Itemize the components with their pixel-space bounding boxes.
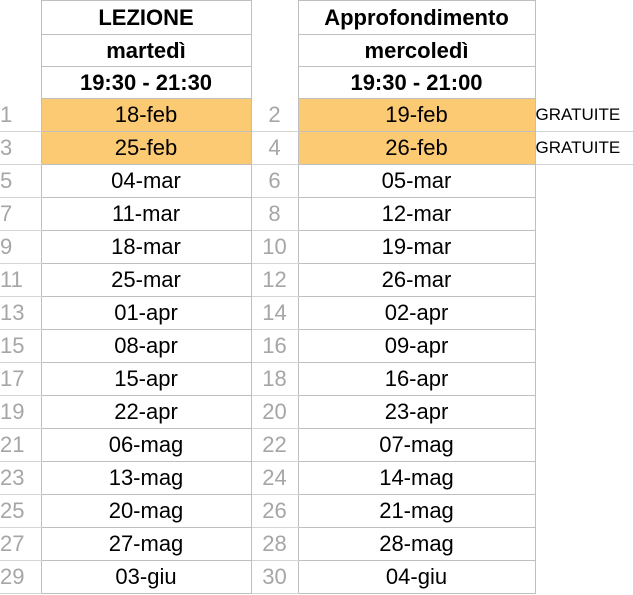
row-number-tuesday[interactable]: 21 [0,429,41,462]
wednesday-date-cell[interactable]: 21-mag [298,495,535,528]
row-number-wednesday[interactable]: 16 [251,330,298,363]
note-cell[interactable] [535,264,633,297]
note-cell[interactable] [535,528,633,561]
table-row [0,396,633,429]
table-row [0,330,633,363]
tuesday-date-cell[interactable]: 25-feb [41,132,251,165]
header-row-day [0,35,633,67]
note-cell[interactable] [535,297,633,330]
table-row [0,363,633,396]
table-row [0,231,633,264]
tuesday-day[interactable]: martedì [41,35,251,67]
tuesday-date-cell[interactable]: 15-apr [41,363,251,396]
tuesday-date-cell[interactable]: 18-mar [41,231,251,264]
row-number-tuesday[interactable]: 29 [0,561,41,594]
row-number-tuesday[interactable]: 11 [0,264,41,297]
row-number-tuesday[interactable]: 1 [0,99,41,132]
blank-cell[interactable] [535,1,633,35]
wednesday-time[interactable]: 19:30 - 21:00 [298,67,535,99]
note-cell[interactable]: GRATUITE [535,132,633,165]
tuesday-date-cell[interactable]: 27-mag [41,528,251,561]
tuesday-date-cell[interactable]: 22-apr [41,396,251,429]
tuesday-date-cell[interactable]: 11-mar [41,198,251,231]
tuesday-date-cell[interactable]: 13-mag [41,462,251,495]
tuesday-date-cell[interactable]: 04-mar [41,165,251,198]
row-number-wednesday[interactable]: 24 [251,462,298,495]
note-cell[interactable]: GRATUITE [535,99,633,132]
row-number-wednesday[interactable]: 12 [251,264,298,297]
note-cell[interactable] [535,198,633,231]
wednesday-date-cell[interactable]: 16-apr [298,363,535,396]
row-number-tuesday[interactable]: 5 [0,165,41,198]
note-cell[interactable] [535,363,633,396]
table-row [0,495,633,528]
blank-cell[interactable] [251,1,298,35]
tuesday-date-cell[interactable]: 20-mag [41,495,251,528]
wednesday-date-cell[interactable]: 23-apr [298,396,535,429]
note-cell[interactable] [535,561,633,594]
tuesday-time[interactable]: 19:30 - 21:30 [41,67,251,99]
row-number-wednesday[interactable]: 14 [251,297,298,330]
wednesday-date-cell[interactable]: 26-mar [298,264,535,297]
note-cell[interactable] [535,231,633,264]
row-number-tuesday[interactable]: 23 [0,462,41,495]
blank-cell[interactable] [251,35,298,67]
blank-cell[interactable] [0,67,41,99]
tuesday-date-cell[interactable]: 08-apr [41,330,251,363]
note-cell[interactable] [535,396,633,429]
row-number-tuesday[interactable]: 3 [0,132,41,165]
wednesday-date-cell[interactable]: 07-mag [298,429,535,462]
wednesday-date-cell[interactable]: 12-mar [298,198,535,231]
note-cell[interactable] [535,429,633,462]
note-cell[interactable] [535,165,633,198]
tuesday-date-cell[interactable]: 03-giu [41,561,251,594]
table-row [0,198,633,231]
tuesday-date-cell[interactable]: 06-mag [41,429,251,462]
blank-cell[interactable] [0,1,41,35]
note-cell[interactable] [535,462,633,495]
table-row [0,297,633,330]
table-row [0,561,633,594]
wednesday-date-cell[interactable]: 09-apr [298,330,535,363]
table-row [0,429,633,462]
tuesday-date-cell[interactable]: 25-mar [41,264,251,297]
schedule-body [0,1,633,594]
row-number-wednesday[interactable]: 6 [251,165,298,198]
row-number-wednesday[interactable]: 30 [251,561,298,594]
row-number-wednesday[interactable]: 28 [251,528,298,561]
wednesday-title[interactable]: Approfondimento [298,1,535,35]
note-cell[interactable] [535,330,633,363]
row-number-wednesday[interactable]: 4 [251,132,298,165]
row-number-wednesday[interactable]: 10 [251,231,298,264]
row-number-tuesday[interactable]: 13 [0,297,41,330]
table-row [0,132,633,165]
wednesday-date-cell[interactable]: 05-mar [298,165,535,198]
table-row [0,99,633,132]
row-number-wednesday[interactable]: 2 [251,99,298,132]
wednesday-date-cell[interactable]: 28-mag [298,528,535,561]
table-row [0,165,633,198]
wednesday-date-cell[interactable]: 26-feb [298,132,535,165]
row-number-wednesday[interactable]: 22 [251,429,298,462]
row-number-wednesday[interactable]: 26 [251,495,298,528]
row-number-tuesday[interactable]: 25 [0,495,41,528]
tuesday-date-cell[interactable]: 18-feb [41,99,251,132]
note-cell[interactable] [535,495,633,528]
row-number-wednesday[interactable]: 20 [251,396,298,429]
row-number-tuesday[interactable]: 15 [0,330,41,363]
row-number-wednesday[interactable]: 18 [251,363,298,396]
blank-cell[interactable] [251,67,298,99]
table-row [0,528,633,561]
header-row-time [0,67,633,99]
table-row [0,462,633,495]
row-number-tuesday[interactable]: 19 [0,396,41,429]
row-number-tuesday[interactable]: 7 [0,198,41,231]
wednesday-date-cell[interactable]: 19-mar [298,231,535,264]
row-number-wednesday[interactable]: 8 [251,198,298,231]
table-row [0,264,633,297]
tuesday-title[interactable]: LEZIONE [41,1,251,35]
wednesday-day[interactable]: mercoledì [298,35,535,67]
wednesday-date-cell[interactable]: 19-feb [298,99,535,132]
tuesday-date-cell[interactable]: 01-apr [41,297,251,330]
row-number-tuesday[interactable]: 27 [0,528,41,561]
wednesday-date-cell[interactable]: 02-apr [298,297,535,330]
header-row-title [0,1,633,35]
wednesday-date-cell[interactable]: 04-giu [298,561,535,594]
blank-cell[interactable] [535,35,633,67]
row-number-tuesday[interactable]: 17 [0,363,41,396]
blank-cell[interactable] [535,67,633,99]
wednesday-date-cell[interactable]: 14-mag [298,462,535,495]
row-number-tuesday[interactable]: 9 [0,231,41,264]
blank-cell[interactable] [0,35,41,67]
